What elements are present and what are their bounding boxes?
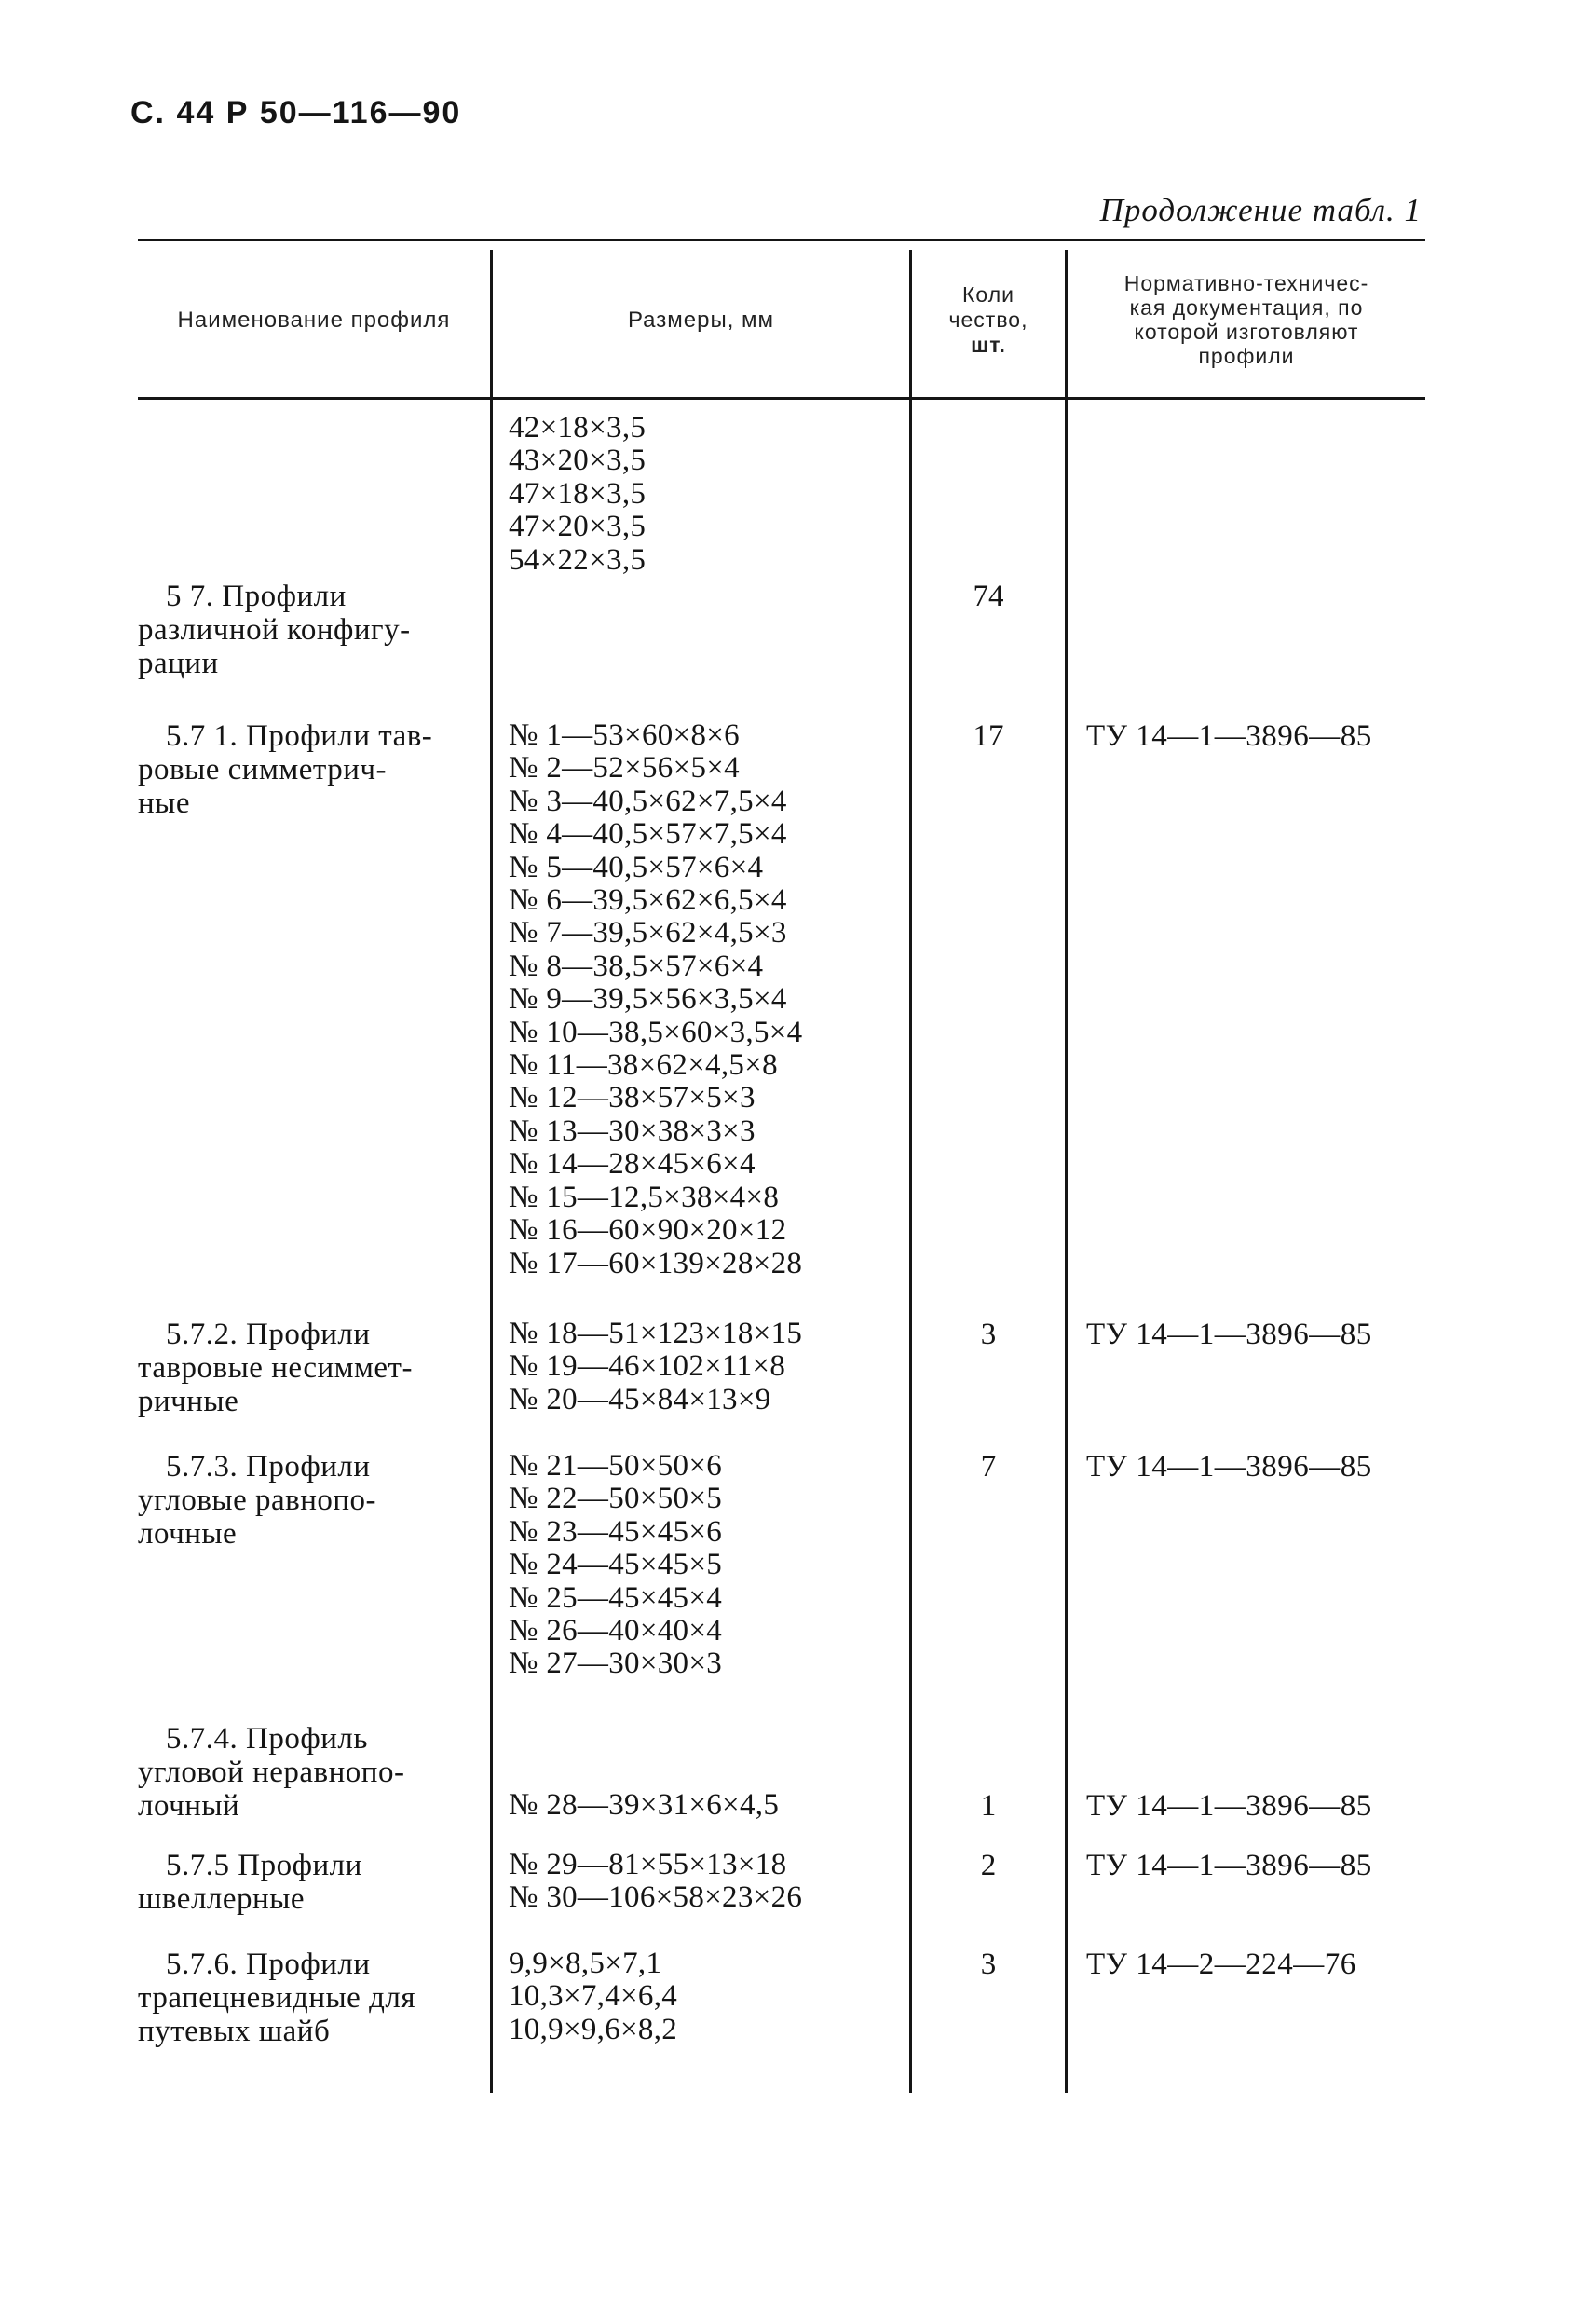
documentation-cell: ТУ 14—1—3896—85 — [1086, 1849, 1372, 1882]
dimension-line: № 8—38,5×57×6×4 — [509, 949, 764, 983]
profile-name-cell — [138, 719, 479, 820]
table-row — [138, 1849, 1425, 1931]
table-row — [138, 1318, 1425, 1444]
profile-name-cell — [138, 580, 479, 680]
dimension-line: № 9—39,5×56×3,5×4 — [509, 982, 787, 1017]
dimension-line: № 11—38×62×4,5×8 — [509, 1048, 778, 1083]
profile-name-line: ричные — [138, 1385, 239, 1418]
dimension-line: № 23—45×45×6 — [509, 1514, 723, 1549]
profile-name-line: 5.7.6. Профили — [166, 1948, 371, 1981]
dimension-line: 47×20×3,5 — [509, 510, 647, 544]
profile-name-line: 5.7.5 Профили — [166, 1849, 362, 1882]
table-row — [138, 412, 1425, 580]
dimension-line: № 25—45×45×4 — [509, 1580, 723, 1615]
dimension-line: № 19—46×102×11×8 — [509, 1349, 786, 1384]
dimension-line: № 3—40,5×62×7,5×4 — [509, 784, 787, 818]
quantity-cell: 1 — [980, 1789, 997, 1823]
dimension-line: № 21—50×50×6 — [509, 1449, 723, 1483]
header-dimensions: Размеры, мм — [627, 307, 775, 333]
quantity-cell: 2 — [980, 1849, 997, 1882]
profile-name-line: различной конфигу- — [138, 613, 411, 647]
quantity-cell: 7 — [980, 1450, 997, 1483]
profile-name-line: трапецневидные для — [138, 1981, 416, 2015]
dimension-line: № 7—39,5×62×4,5×3 — [509, 916, 787, 950]
profile-name-line: ровые симметрич- — [138, 753, 387, 786]
dimension-line: № 2—52×56×5×4 — [509, 751, 740, 786]
dimension-line: № 6—39,5×62×6,5×4 — [509, 883, 787, 918]
dimension-line: № 13—30×38×3×3 — [509, 1114, 756, 1148]
header-documentation-line: профили — [1198, 344, 1295, 368]
documentation-cell: ТУ 14—2—224—76 — [1086, 1948, 1356, 1981]
dimensions-cell — [509, 1450, 900, 1681]
header-documentation — [1068, 242, 1425, 397]
dimension-line: 9,9×8,5×7,1 — [509, 1947, 662, 1980]
documentation-cell: ТУ 14—1—3896—85 — [1086, 719, 1372, 753]
dimension-line: 43×20×3,5 — [509, 444, 647, 478]
documentation-cell: ТУ 14—1—3896—85 — [1086, 1450, 1372, 1483]
dimension-line: № 28—39×31×6×4,5 — [509, 1788, 780, 1822]
dimension-line: № 10—38,5×60×3,5×4 — [509, 1015, 803, 1049]
dimension-line: 54×22×3,5 — [509, 542, 647, 577]
table-continuation-label: Продолжение табл. 1 — [1099, 192, 1422, 228]
dimension-line: № 29—81×55×13×18 — [509, 1848, 787, 1881]
profile-name-line: швеллерные — [138, 1882, 306, 1916]
dimensions-cell — [509, 1849, 900, 1915]
table-row — [138, 1450, 1425, 1698]
profile-name-line: 5.7 1. Профили тав- — [166, 719, 433, 753]
dimension-line: № 1—53×60×8×6 — [509, 718, 740, 752]
profiles-table — [138, 239, 1425, 2093]
header-quantity — [912, 242, 1065, 397]
profile-name-cell — [138, 1722, 479, 1823]
quantity-cell: 17 — [973, 719, 1004, 753]
profile-name-line: лочные — [138, 1517, 238, 1551]
page-header: С. 44 Р 50—116—90 — [130, 95, 462, 130]
dimensions-cell — [509, 1948, 900, 2046]
quantity-cell: 74 — [973, 580, 1004, 613]
profile-name-line: путевых шайб — [138, 2015, 331, 2048]
dimension-line: 10,3×7,4×6,4 — [509, 1979, 678, 2014]
dimension-line: № 24—45×45×5 — [509, 1548, 723, 1582]
dimensions-cell — [509, 719, 900, 1280]
dimension-line: 47×18×3,5 — [509, 476, 647, 511]
profile-name-line: угловой неравнопо- — [138, 1756, 405, 1789]
dimension-line: № 12—38×57×5×3 — [509, 1081, 756, 1115]
dimension-line: 42×18×3,5 — [509, 411, 647, 444]
table-row — [138, 1948, 1425, 2059]
quantity-cell: 3 — [980, 1948, 997, 1981]
documentation-cell: ТУ 14—1—3896—85 — [1086, 1318, 1372, 1351]
header-quantity-line: Коли — [962, 281, 1014, 307]
header-documentation-line: Нормативно-техничес- — [1123, 271, 1369, 295]
profile-name-line: тавровые несиммет- — [138, 1351, 413, 1385]
table-header-rule — [138, 397, 1425, 400]
header-profile-name: Наименование профиля — [177, 307, 451, 333]
quantity-cell: 3 — [980, 1318, 997, 1351]
table-row — [138, 719, 1425, 1314]
dimensions-cell — [509, 412, 900, 577]
header-documentation-line: которой изготовляют — [1134, 320, 1359, 344]
profile-name-cell — [138, 1948, 479, 2048]
profile-name-line: 5.7.2. Профили — [166, 1318, 371, 1351]
dimension-line: № 30—106×58×23×26 — [509, 1880, 803, 1915]
dimension-line: № 26—40×40×4 — [509, 1614, 723, 1648]
dimension-line: № 16—60×90×20×12 — [509, 1213, 787, 1248]
table-row — [138, 1722, 1425, 1838]
dimension-line: № 5—40,5×57×6×4 — [509, 850, 764, 884]
profile-name-line: ные — [138, 786, 190, 820]
dimension-line: № 15—12,5×38×4×8 — [509, 1180, 780, 1214]
dimension-line: 10,9×9,6×8,2 — [509, 2012, 678, 2046]
dimension-line: № 27—30×30×3 — [509, 1647, 723, 1681]
header-quantity-line: чество, — [948, 307, 1028, 332]
profile-name-cell — [138, 1318, 479, 1418]
profile-name-line: 5 7. Профили — [166, 580, 347, 613]
profile-name-line: 5.7.4. Профиль — [166, 1722, 368, 1756]
dimension-line: № 14—28×45×6×4 — [509, 1147, 756, 1182]
dimension-line: № 4—40,5×57×7,5×4 — [509, 817, 787, 852]
profile-name-line: угловые равнопо- — [138, 1483, 377, 1517]
table-top-rule — [138, 239, 1425, 241]
profile-name-line: лочный — [138, 1789, 240, 1823]
profile-name-line: рации — [138, 647, 219, 680]
documentation-cell: ТУ 14—1—3896—85 — [1086, 1789, 1372, 1823]
profile-name-line: 5.7.3. Профили — [166, 1450, 371, 1483]
profile-name-cell — [138, 1450, 479, 1551]
header-documentation-line: кая документация, по — [1129, 295, 1364, 320]
dimension-line: № 20—45×84×13×9 — [509, 1382, 771, 1416]
dimension-line: № 17—60×139×28×28 — [509, 1246, 803, 1280]
dimensions-cell — [509, 1318, 900, 1416]
profile-name-cell — [138, 1849, 479, 1916]
dimension-line: № 18—51×123×18×15 — [509, 1317, 803, 1350]
table-row — [138, 580, 1425, 708]
dimensions-cell — [509, 1789, 900, 1822]
dimension-line: № 22—50×50×5 — [509, 1482, 723, 1516]
header-quantity-line: шт. — [971, 332, 1006, 357]
